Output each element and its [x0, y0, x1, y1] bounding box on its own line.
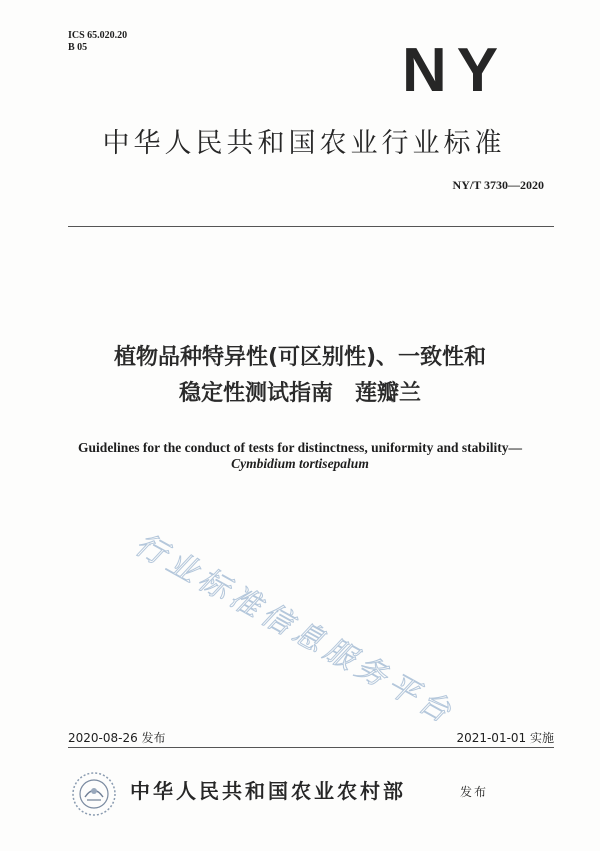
watermark-text: 行业标准信息服务平台: [129, 526, 461, 733]
english-title: [40, 440, 560, 472]
chinese-title-line-2: 稳定性测试指南 莲瓣兰: [178, 381, 421, 406]
classification-codes: [68, 30, 127, 54]
standard-category-title: 中华人民共和国农业行业标准: [102, 128, 506, 159]
top-divider: [68, 226, 554, 227]
ccs-code: B 05: [68, 42, 88, 53]
bottom-divider: [68, 747, 554, 748]
english-title-line-1: Guidelines for the conduct of tests for distinctness, uniformity and stability—: [78, 440, 522, 455]
issuing-authority: 中华人民共和国农业农村部: [130, 779, 406, 803]
ny-logo-mark: NY: [402, 36, 509, 105]
issuing-authority-suffix: 发布: [460, 785, 489, 799]
implementation-date: 2021-01-01 实施: [456, 731, 554, 745]
chinese-title: [50, 340, 550, 412]
ministry-emblem-icon: [70, 770, 118, 818]
issue-date: 2020-08-26 发布: [68, 731, 166, 745]
standard-number: NY/T 3730—2020: [452, 178, 544, 192]
ics-code: ICS 65.020.20: [68, 30, 128, 41]
english-title-latin-name: Cymbidium tortisepalum: [231, 456, 369, 471]
chinese-title-line-1: 植物品种特异性(可区别性)、一致性和: [113, 345, 487, 370]
